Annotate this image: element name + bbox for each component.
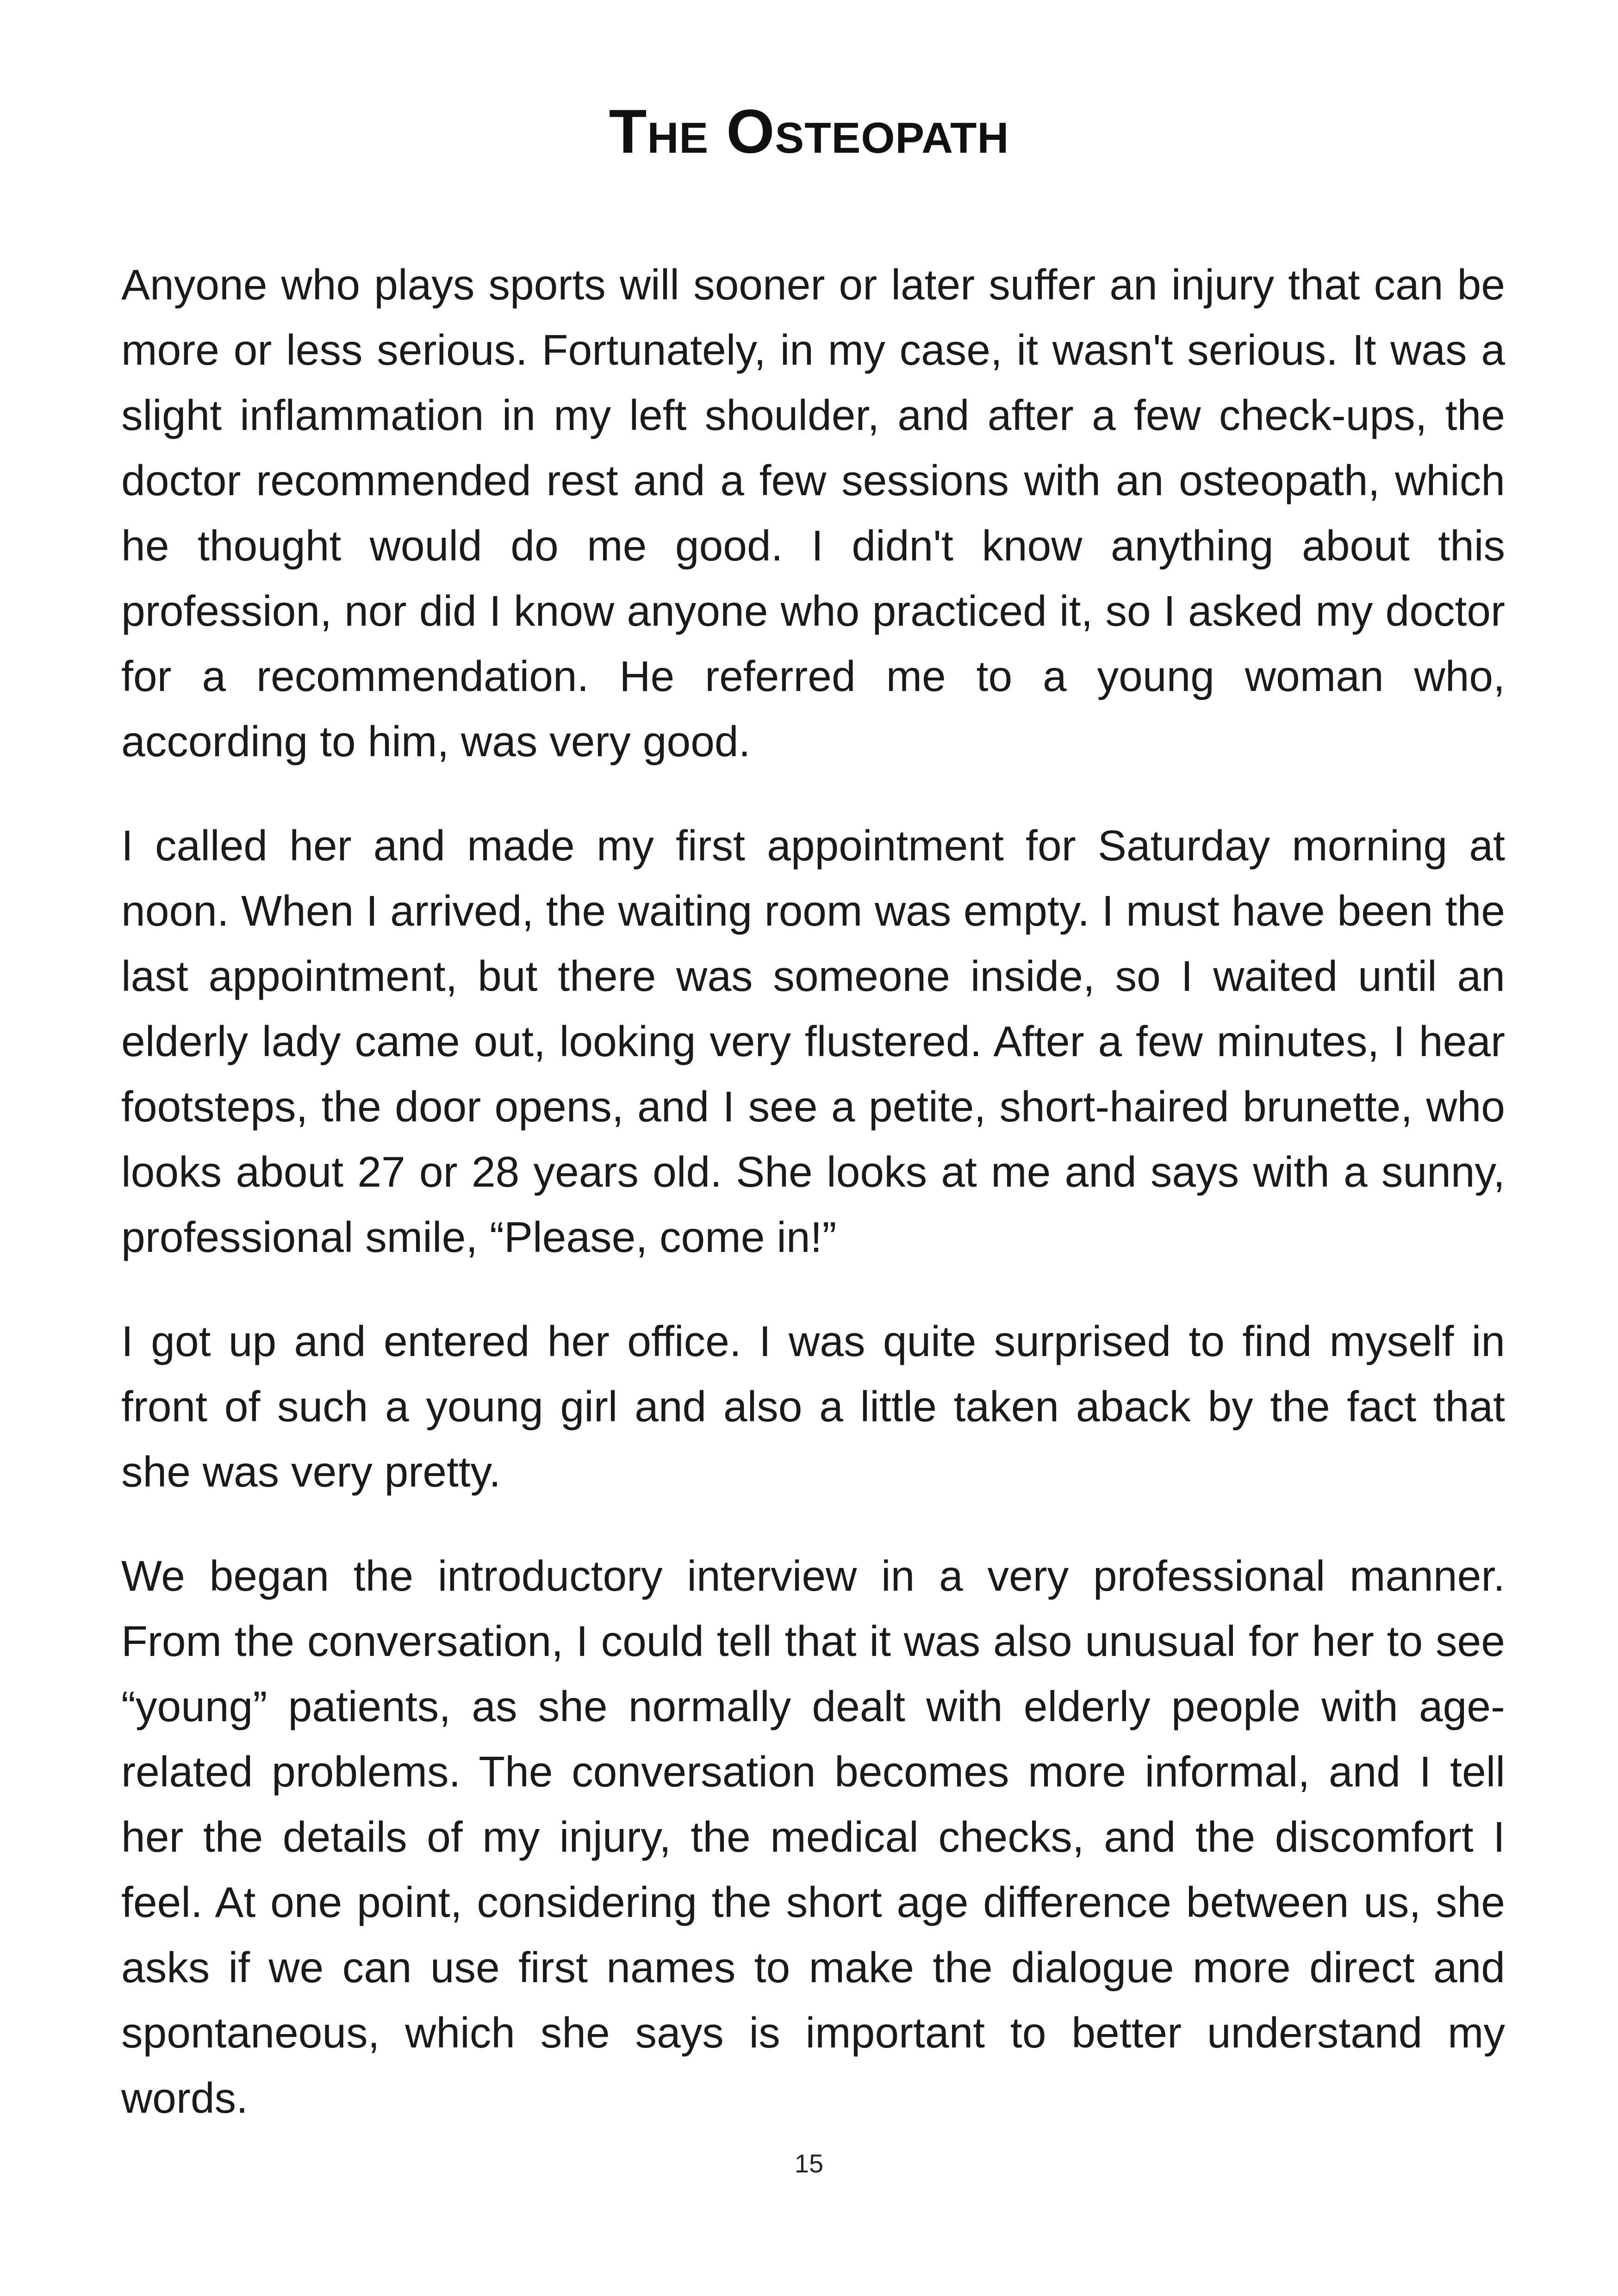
chapter-title: The Osteopath xyxy=(609,97,1009,166)
paragraph: I got up and entered her office. I was quite surprised to find myself in front of such a young girl and also a little taken aback by the fact that she was very pretty. xyxy=(121,1317,1505,1496)
page-number: 15 xyxy=(794,2149,824,2178)
chapter-body xyxy=(121,252,1505,2170)
paragraph: We began the introductory interview in a very professional manner. From the conversation, I could tell that it was also unusual for her to see “young” patients, as she normally dealt with elderly people with age-related problems. The conversation becomes more informal, and I tell her the details of my injury, the medical checks, and the discomfort I feel. At one point, considering the short age difference between us, she asks if we can use first names to make the dialogue more direct and spontaneous, which she says is important to better understand my words. xyxy=(121,1552,1505,2122)
paragraph: Anyone who plays sports will sooner or later suffer an injury that can be more or less serious. Fortunately, in my case, it wasn't serious. It was a slight inflammation in my left shoulder, and after a few check-ups, the doctor recommended rest and a few sessions with an osteopath, which he thought would do me good. I didn't know anything about this profession, nor did I know anyone who practiced it, so I asked my doctor for a recommendation. He referred me to a young woman who, according to him, was very good. xyxy=(121,261,1505,765)
paragraph: I called her and made my first appointment for Saturday morning at noon. When I arrived, the waiting room was empty. I must have been the last appointment, but there was someone inside, so I waited until an elderly lady came out, looking very flustered. After a few minutes, I hear footsteps, the door opens, and I see a petite, short-haired brunette, who looks about 27 or 28 years old. She looks at me and says with a sunny, professional smile, “Please, come in!” xyxy=(121,821,1505,1261)
